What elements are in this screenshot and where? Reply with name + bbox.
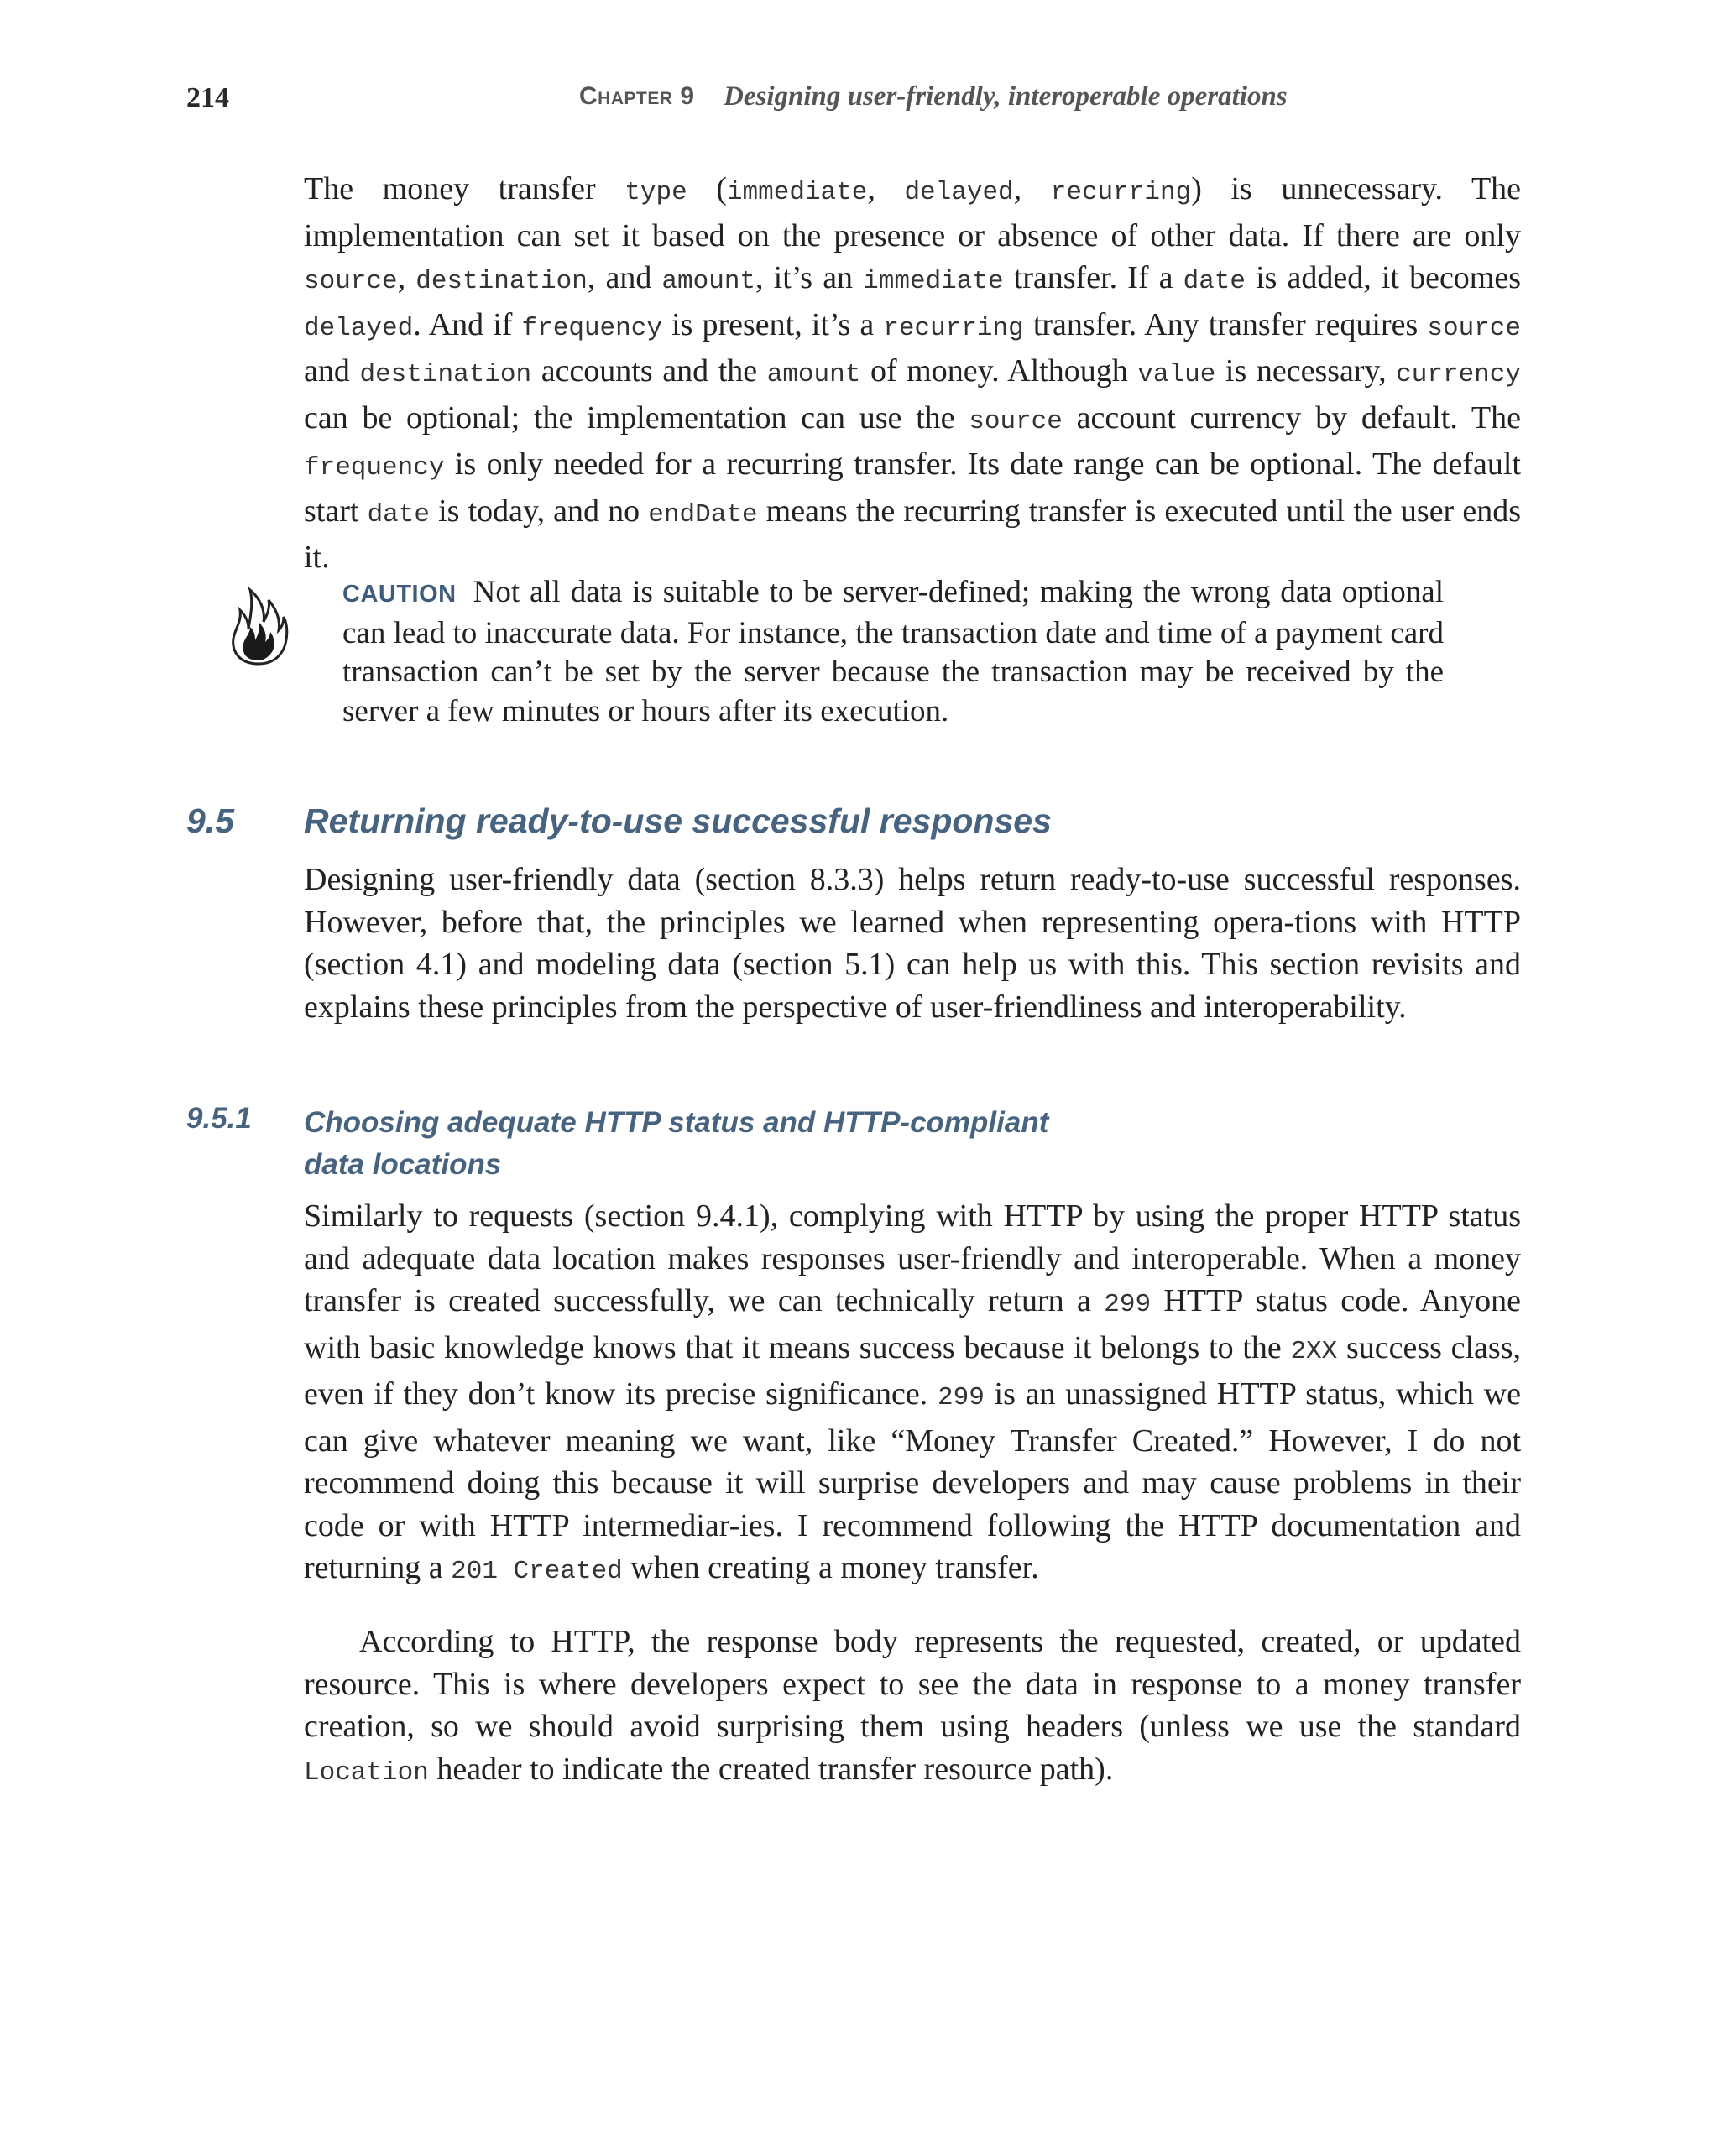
body-paragraph-http-status: Similarly to requests (section 9.4.1), complying with HTTP by using the proper HTTP status and adequate data location makes responses user-friendly and interoperable. When a money transfer is created successfully, we can technically return a 299 HTTP status code. Anyone with basic knowledge knows that it means success because it belongs to the 2XX success class, even if they don’t know its precise significance. 299 is an unassigned HTTP status, which we can give whatever meaning we want, like “Money Transfer Created.” However, I do not recommend doing this because it will surprise developers and may cause problems in their code or with HTTP intermediar-ies. I recommend following the HTTP documentation and returning a 201 Created when creating a money transfer. [304, 1198, 1521, 1586]
section-number: 9.5 [186, 801, 234, 840]
subsection-heading: Choosing adequate HTTP status and HTTP-compliant data locations [304, 1106, 1049, 1181]
body-paragraph-transfer-type: The money transfer type (immediate, delayed, recurring) is unnecessary. The implementation can set it based on the presence or absence of other data. If there are only source, destination, and amount, it’s an immediate transfer. If a date is added, it becomes delayed. And if frequency is present, it’s a recurring transfer. Any transfer requires source and destination accounts and the amount of money. Although value is necessary, currency can be optional; the implementation can use the source account currency by default. The frequency is only needed for a recurring transfer. Its date range can be optional. The default start date is today, and no endDate means the recurring transfer is executed until the user ends it. [304, 171, 1522, 575]
section-heading: Returning ready-to-use successful responses [304, 801, 1052, 840]
caution-note [342, 573, 1444, 731]
body-paragraph-response-body: According to HTTP, the response body represents the requested, created, or updated resource. This is where developers expect to see the data in response to a money transfer creation, so we should avoid surprising them using headers (unless we use the standard Location header to indicate the created transfer resource path). [304, 1624, 1521, 1788]
chapter-title: Designing user-friendly, interoperable operations [724, 81, 1288, 112]
chapter-label: Chapter 9 [579, 82, 695, 110]
section-intro-paragraph: Designing user-friendly data (section 8.3.3) helps return ready-to-use successful responses. However, before that, the principles we learned when representing opera-tions with HTTP (section 4.1) and modeling data (section 5.1) can help us with this. This section revisits and explains these principles from the perspective of user-friendliness and interoperability. [304, 862, 1521, 1025]
caution-text: Not all data is suitable to be server-defined; making the wrong data optional can lead to inaccurate data. For instance, the transaction date and time of a payment card transaction can’t be set by the server because the transaction may be received by the server a few minutes or hours after its execution. [342, 575, 1444, 728]
subsection-number: 9.5.1 [186, 1102, 252, 1135]
page-number: 214 [186, 82, 229, 113]
caution-label: CAUTION [342, 581, 457, 608]
flame-icon [225, 585, 292, 667]
